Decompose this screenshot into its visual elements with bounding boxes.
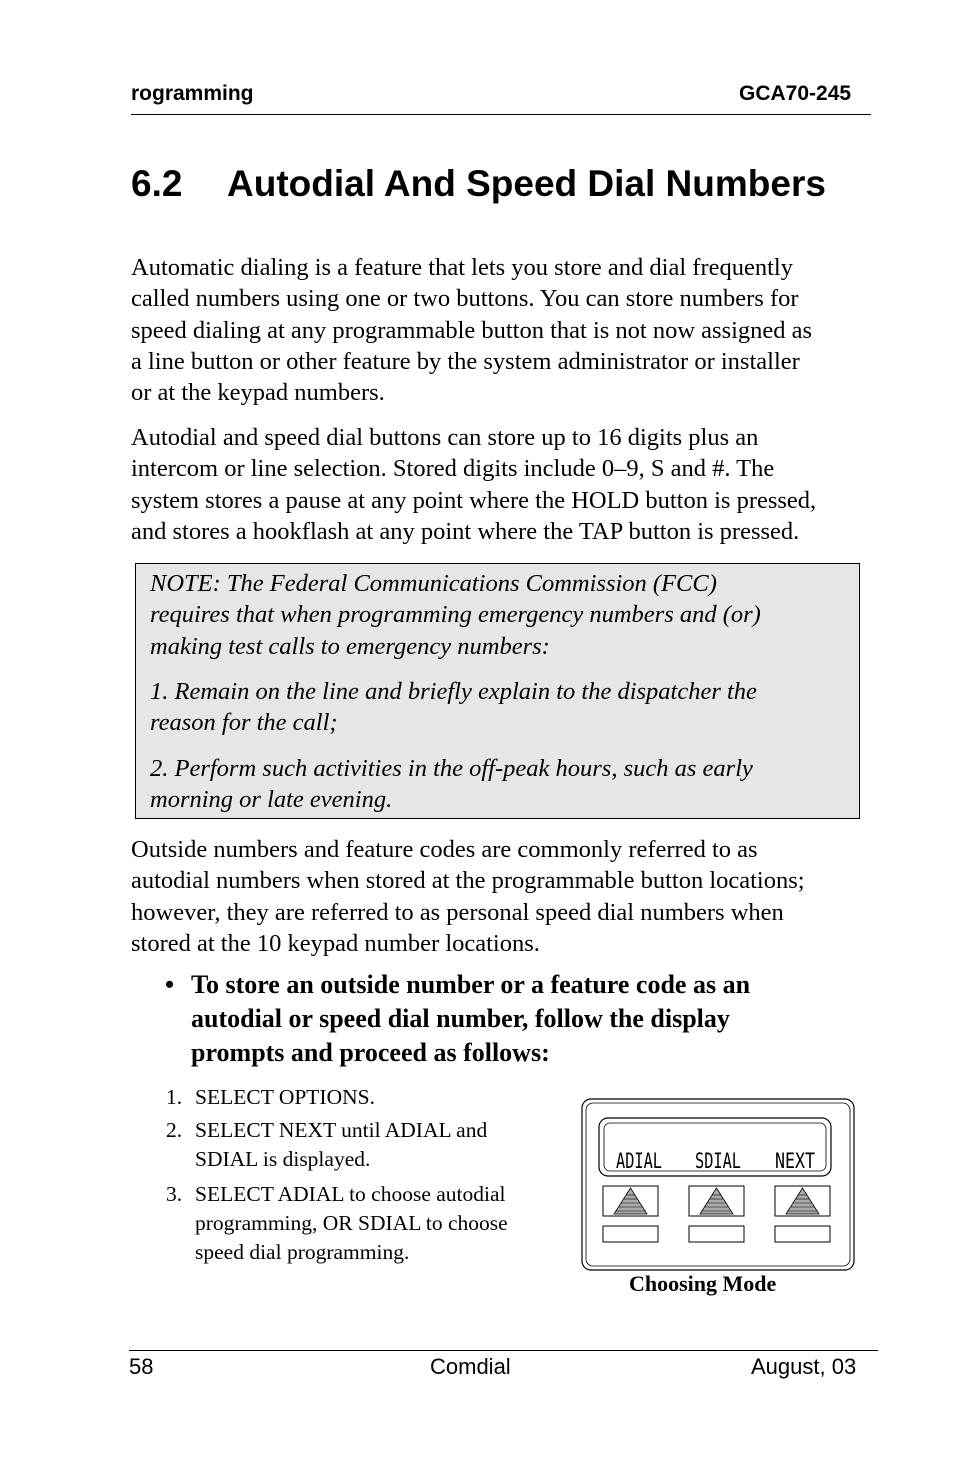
softkey-next xyxy=(775,1186,830,1242)
text-line: system stores a pause at any point where the HOLD button is pressed, xyxy=(131,486,817,514)
paragraph-storage xyxy=(131,422,816,547)
softkey-indicator xyxy=(689,1226,744,1242)
text-line: Outside numbers and feature codes are commonly referred to as xyxy=(131,836,758,863)
paragraph-autodial-definition xyxy=(131,834,805,959)
text-line: NOTE: The Federal Communications Commission (FCC) xyxy=(150,570,717,597)
text-line: SDIAL is displayed. xyxy=(195,1147,371,1171)
phone-display-illustration xyxy=(581,1098,855,1271)
footer-company: Comdial xyxy=(430,1354,511,1379)
text-line: making test calls to emergency numbers: xyxy=(150,632,550,660)
text-line: To store an outside number or a feature code as an xyxy=(191,970,751,999)
lcd-label-adial: ADIAL xyxy=(616,1149,662,1173)
text-line: Autodial and speed dial buttons can store up to 16 digits plus an xyxy=(131,424,759,451)
note-item-1 xyxy=(150,676,757,739)
section-number: 6.2 xyxy=(131,163,183,204)
text-line: autodial or speed dial number, follow the display xyxy=(191,1004,730,1033)
text-line: 2. Perform such activities in the off-peak hours, such as early xyxy=(150,755,753,782)
note-item-2 xyxy=(150,753,753,816)
text-line: Automatic dialing is a feature that lets you store and dial frequently xyxy=(131,254,793,281)
text-line: SELECT NEXT until ADIAL and xyxy=(195,1118,488,1142)
text-line: autodial numbers when stored at the programmable button locations; xyxy=(131,867,805,895)
footer-date: August, 03 xyxy=(751,1354,857,1379)
softkey-indicator xyxy=(603,1226,658,1242)
text-line: reason for the call; xyxy=(150,709,338,737)
paragraph-intro xyxy=(131,252,812,408)
text-line: a line button or other feature by the system administrator or installer xyxy=(131,347,800,375)
running-header-section: rogramming xyxy=(131,82,254,105)
fcc-note-box xyxy=(135,563,860,819)
text-line: programming, OR SDIAL to choose xyxy=(195,1211,508,1235)
text-line: and stores a hookflash at any point where the TAP button is pressed. xyxy=(131,517,800,545)
text-line: intercom or line selection. Stored digits include 0–9, S and #. The xyxy=(131,455,775,483)
text-line: called numbers using one or two buttons. You can store numbers for xyxy=(131,285,799,313)
lcd-label-next: NEXT xyxy=(775,1149,816,1173)
text-line: SELECT ADIAL to choose autodial xyxy=(195,1182,506,1206)
step-number: 3. xyxy=(166,1182,183,1206)
softkey-sdial xyxy=(689,1186,744,1242)
running-header-doc-id: GCA70-245 xyxy=(739,82,852,105)
text-line: requires that when programming emergency numbers and (or) xyxy=(150,601,761,629)
header-rule xyxy=(131,114,871,115)
text-line: SELECT OPTIONS. xyxy=(195,1085,375,1109)
footer-rule xyxy=(129,1350,878,1351)
lcd-label-sdial: SDIAL xyxy=(695,1149,741,1173)
page-number: 58 xyxy=(129,1354,154,1379)
softkey-indicator xyxy=(775,1226,830,1242)
step-number: 2. xyxy=(166,1118,183,1142)
text-line: however, they are referred to as personal speed dial numbers when xyxy=(131,898,784,926)
text-line: morning or late evening. xyxy=(150,786,393,814)
step-text xyxy=(195,1116,487,1174)
note-intro xyxy=(150,568,761,662)
text-line: or at the keypad numbers. xyxy=(131,379,385,407)
text-line: stored at the 10 keypad number locations. xyxy=(131,929,540,957)
bullet-icon: • xyxy=(165,970,175,999)
text-line: speed dialing at any programmable button that is not now assigned as xyxy=(131,316,813,344)
section-title-text: Autodial And Speed Dial Numbers xyxy=(227,163,826,204)
text-line: 1. Remain on the line and briefly explain to the dispatcher the xyxy=(150,678,757,705)
procedure-heading-text xyxy=(191,968,750,1070)
section-title xyxy=(131,163,826,205)
text-line: prompts and proceed as follows: xyxy=(191,1038,550,1067)
step-number: 1. xyxy=(166,1085,183,1109)
step-text xyxy=(195,1083,375,1112)
figure-caption: Choosing Mode xyxy=(629,1271,777,1296)
text-line: speed dial programming. xyxy=(195,1240,410,1264)
softkey-adial xyxy=(603,1186,658,1242)
step-text xyxy=(195,1180,508,1267)
